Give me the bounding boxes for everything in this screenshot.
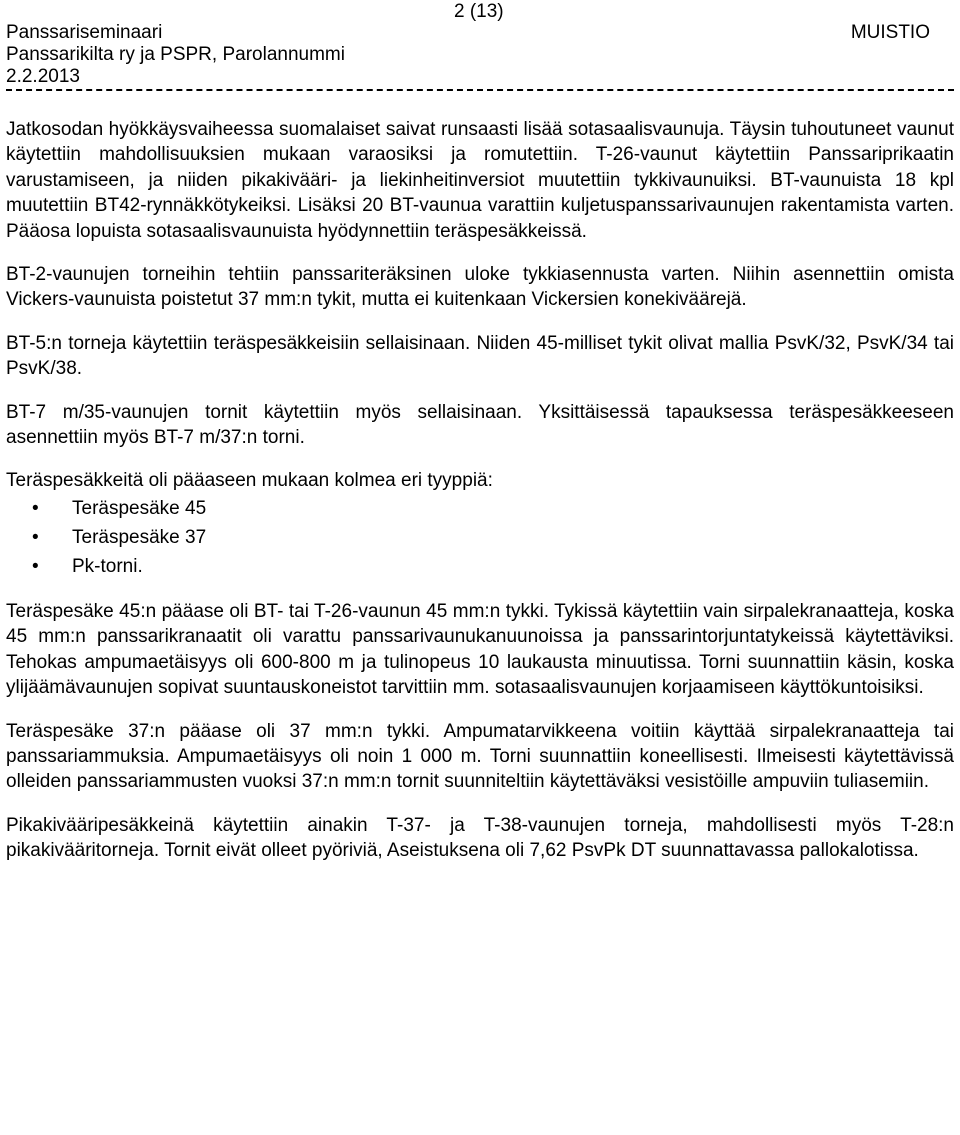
document-page (6, 0, 954, 862)
list-item-text: Teräspesäke 37 (72, 526, 207, 548)
list-item-text: Teräspesäke 45 (72, 497, 207, 519)
paragraph: Teräspesäke 37:n pääase oli 37 mm:n tykki. Ampumatarvikkeena voitiin käyttää sirpalekranaatteja tai panssariammuksia. Ampumaetäisyys oli noin 1 000 m. Torni suunnattiin koneellisesti. Ilmeisesti käytettävissä olleiden panssariammusten vuoksi 37:n mm:n tornit suunniteltiin käytettäväksi vesistöille ampuviin tuliasemiin. (6, 720, 954, 793)
organizer-line-2: Panssarikilta ry ja PSPR, Parolannummi (6, 44, 345, 65)
list-item (6, 494, 954, 523)
document-header (6, 0, 954, 100)
document-body (6, 117, 954, 882)
paragraph: BT-7 m/35-vaunujen tornit käytettiin myös sellaisinaan. Yksittäisessä tapauksessa teräspesäkkeeseen asennettiin myös BT-7 m/37:n torni. (6, 401, 954, 449)
bullet-list (6, 494, 954, 581)
page-number: 2 (13) (454, 1, 504, 22)
paragraph: BT-5:n torneja käytettiin teräspesäkkeisiin sellaisinaan. Niiden 45-milliset tykit olivat mallia PsvK/32, PsvK/34 tai PsvK/38. (6, 332, 954, 380)
paragraph: BT-2-vaunujen torneihin tehtiin panssariteräksinen uloke tykkiasennusta varten. Niihin asennettiin omista Vickers-vaunuista poistetut 37 mm:n tykit, mutta ei kuitenkaan Vickersien konekiväärejä. (6, 264, 954, 311)
paragraph: Jatkosodan hyökkäysvaiheessa suomalaiset saivat runsaasti lisää sotasaalisvaunuja. Täysin tuhoutuneet vaunut käytettiin mahdollisuuksien mukaan varaosiksi ja romutettiin. T-26-vaunut käytettiin Panssariprikaatin varustamiseen, ja niiden pikakivääri- ja liekinheitinversiot muutettiin tykkivaunuiksi. BT-vaunuista 18 kpl muutettiin BT42-rynnäkkötykeiksi. Lisäksi 20 BT-vaunua varattiin kuljetuspanssarivaunujen rakentamista varten. Pääosa lopuista sotasaalisvaunuista hyödynnettiin teräspesäkkeissä. (6, 119, 954, 242)
document-type: MUISTIO (850, 22, 930, 43)
bullet-icon: • (32, 526, 39, 548)
paragraph: Pikakivääripesäkkeinä käytettiin ainakin T-37- ja T-38-vaunujen torneja, mahdollisesti myös T-28:n pikakivääritorneja. Tornit eivät olleet pyöriviä, Aseistuksena oli 7,62 PsvPk DT suunnattavassa pallokalotissa. (6, 814, 954, 862)
header-divider (6, 89, 954, 91)
list-item (6, 552, 954, 581)
bullet-icon: • (32, 497, 39, 519)
list-item-text: Pk-torni. (72, 555, 143, 577)
paragraph: Teräspesäke 45:n pääase oli BT- tai T-26-vaunun 45 mm:n tykki. Tykissä käytettiin vain sirpalekranaatteja, koska 45 mm:n panssarikranaatit oli varattu panssarivaunukanuunoissa ja panssarintorjuntatykeissä käytettäviksi. Tehokas ampumaetäisyys oli 600-800 m ja tulinopeus 10 laukausta minuutissa. Torni suunnattiin käsin, koska ylijäämävaunujen sopivat suuntauskoneistot tarvittiin mm. sotasaalisvaunujen korjaamiseen käyttökuntoisiksi. (6, 600, 954, 699)
list-item (6, 523, 954, 552)
organizer-line-1: Panssariseminaari (6, 22, 163, 43)
bullet-icon: • (32, 555, 39, 577)
list-intro: Teräspesäkkeitä oli pääaseen mukaan kolmea eri tyyppiä: (6, 470, 493, 492)
document-date: 2.2.2013 (6, 66, 80, 87)
